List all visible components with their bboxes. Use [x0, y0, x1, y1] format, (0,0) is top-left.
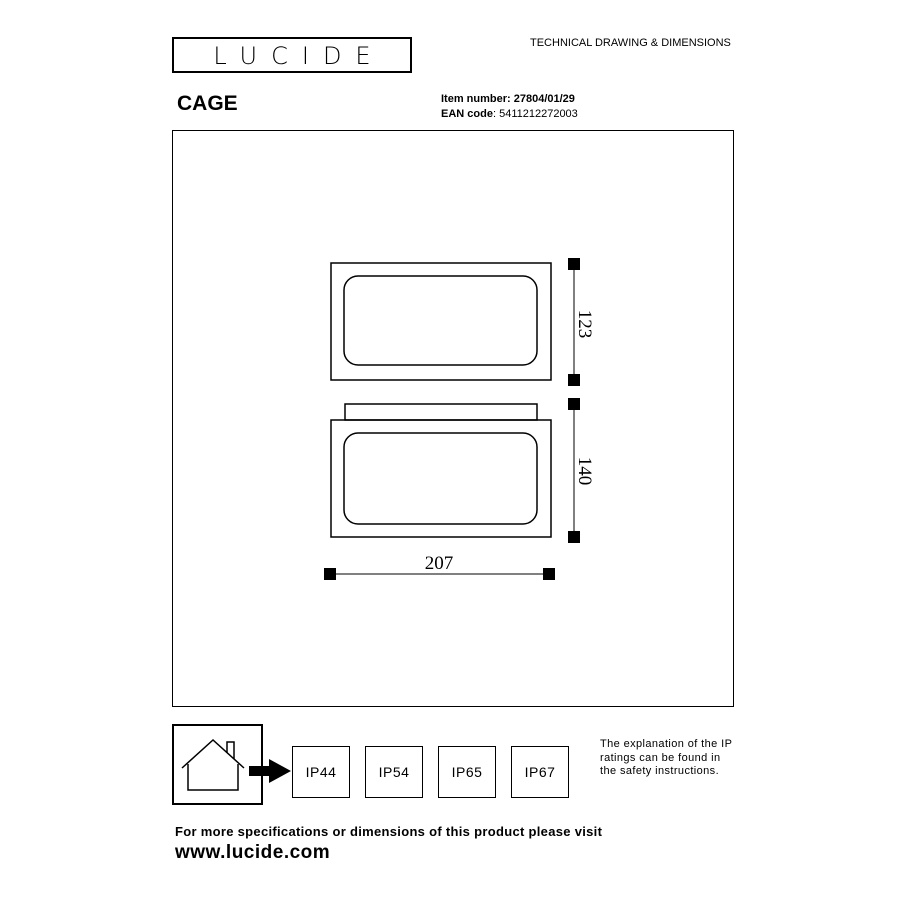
- drawing-frame: [172, 130, 734, 707]
- document-title: TECHNICAL DRAWING & DIMENSIONS: [530, 37, 731, 49]
- lucide-logo: [172, 37, 412, 73]
- dimension-height-bottom: [568, 398, 595, 543]
- side-view-inner: [344, 433, 537, 524]
- dimension-marker: [324, 568, 336, 580]
- product-side-view: [331, 404, 551, 537]
- dimension-label-123: 123: [574, 309, 595, 339]
- ip-rating-note: The explanation of the IP ratings can be found in the safety instructions.: [600, 738, 733, 777]
- ip-rating-box: IP54: [365, 746, 423, 798]
- top-view-inner: [344, 276, 537, 365]
- item-number-value: 27804/01/29: [513, 93, 575, 105]
- dimension-label-140: 140: [574, 456, 595, 486]
- arrow-right-icon: [247, 757, 293, 785]
- ip-rating-box: IP67: [511, 746, 569, 798]
- ean-code-value: : 5411212272003: [492, 108, 578, 120]
- dimension-marker: [568, 374, 580, 386]
- logo-text: LUCIDE: [213, 42, 385, 70]
- product-top-view: [331, 263, 551, 380]
- technical-drawing: [173, 131, 735, 708]
- top-view-outer: [331, 263, 551, 380]
- dimension-marker: [543, 568, 555, 580]
- footer-link[interactable]: www.lucide.com: [175, 842, 331, 863]
- product-name: CAGE: [177, 92, 238, 115]
- footer-text: For more specifications or dimensions of this product please visit: [175, 824, 603, 839]
- item-number-row: [441, 92, 578, 107]
- dimension-marker: [568, 531, 580, 543]
- side-view-base: [345, 404, 537, 420]
- side-view-outer: [331, 420, 551, 537]
- ean-code-label: EAN code: [441, 108, 493, 120]
- product-meta: [441, 92, 578, 122]
- item-number-label: Item number:: [441, 93, 511, 105]
- dimension-marker: [568, 258, 580, 270]
- dimension-height-top: [568, 258, 595, 386]
- ip-rating-box: IP65: [438, 746, 496, 798]
- dimension-marker: [568, 398, 580, 410]
- dimension-label-207: 207: [424, 553, 454, 574]
- ean-code-row: [441, 107, 578, 122]
- ip-rating-box: IP44: [292, 746, 350, 798]
- dimension-width: [324, 553, 555, 580]
